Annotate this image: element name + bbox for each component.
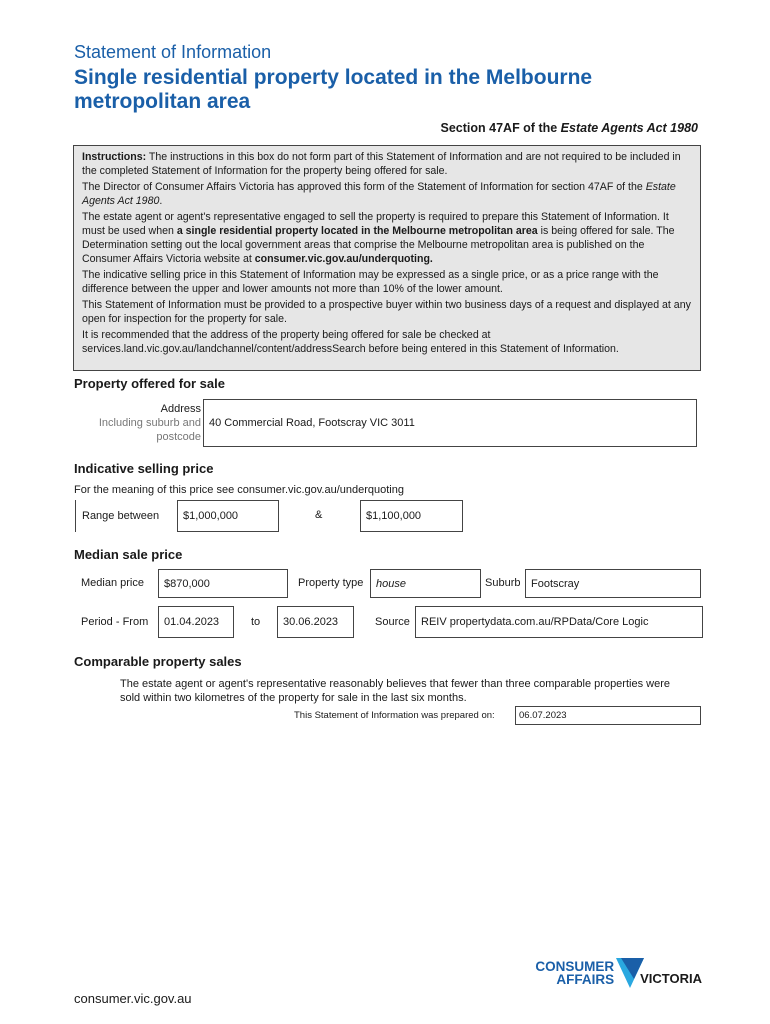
- period-from-field[interactable]: 01.04.2023: [158, 606, 234, 638]
- suburb-label: Suburb: [485, 577, 521, 589]
- instructions-heading: Instructions:: [82, 151, 147, 163]
- cav-logo-line2: AFFAIRS: [556, 972, 615, 987]
- range-high-field[interactable]: $1,100,000: [360, 500, 463, 532]
- range-left-rule: [75, 500, 76, 532]
- section-act: Estate Agents Act 1980: [560, 121, 698, 135]
- period-to-field[interactable]: 30.06.2023: [277, 606, 354, 638]
- instructions-text-2-end: .: [159, 195, 163, 208]
- period-label: Period - From: [81, 616, 149, 628]
- prepared-date-field[interactable]: 06.07.2023: [515, 706, 701, 725]
- cav-logo-victoria: VICTORIA: [640, 970, 702, 986]
- instructions-para-4: The indicative selling price in this Statement of Information may be expressed as a single price, or as a price range with the difference between the upper and lower amounts not more than 10% of the lower amount.: [82, 269, 659, 296]
- instructions-para-3: [82, 210, 692, 267]
- indicative-heading: Indicative selling price: [74, 461, 214, 476]
- prepared-label: This Statement of Information was prepared on:: [294, 710, 495, 721]
- instructions-para-6: It is recommended that the address of the property being offered for sale be checked at services.land.vic.gov.au/landchannel/content/addressSearch before being entered in this Statement of Information.: [82, 328, 619, 356]
- instructions-text-2: The Director of Consumer Affairs Victoria has approved this form of the Statement of Information for section 47AF of the: [82, 180, 646, 193]
- suburb-field[interactable]: Footscray: [525, 569, 701, 598]
- range-low-field[interactable]: $1,000,000: [177, 500, 279, 532]
- instructions-text-3a: The estate agent or agent's representative engaged to sell the property is required to prepare this Statement of Information. It must be used when: [82, 210, 669, 238]
- range-ampersand: &: [315, 509, 323, 521]
- comparable-text: The estate agent or agent's representative reasonably believes that fewer than three comparable properties were sold within two kilometres of the property for sale in the last six months.: [120, 678, 670, 704]
- period-to-label: to: [251, 616, 261, 628]
- median-price-field[interactable]: $870,000: [158, 569, 288, 598]
- address-label-line3: postcode: [156, 431, 201, 443]
- footer-url[interactable]: consumer.vic.gov.au: [74, 991, 192, 1006]
- property-type-label: Property type: [298, 577, 364, 589]
- instructions-para-5: This Statement of Information must be provided to a prospective buyer within two business days of a request and displayed at any open for inspection for the property for sale.: [82, 299, 691, 326]
- section-reference: [441, 121, 698, 135]
- range-label: Range between: [82, 510, 160, 522]
- source-label: Source: [375, 616, 410, 628]
- address-field[interactable]: 40 Commercial Road, Footscray VIC 3011: [203, 399, 697, 447]
- instructions-text-1: The instructions in this box do not form part of this Statement of Information and are not required to be included in the completed Statement of Information for the property being offered for sale.: [82, 151, 681, 178]
- form-title: Single residential property located in the Melbourne metropolitan area: [74, 66, 593, 113]
- section-prefix: Section 47AF of the: [440, 121, 561, 135]
- source-field[interactable]: REIV propertydata.com.au/RPData/Core Logic: [415, 606, 703, 638]
- address-label: [80, 402, 201, 444]
- instructions-para-1: [82, 150, 692, 178]
- instructions-box: [73, 145, 701, 371]
- median-price-label: Median price: [81, 577, 144, 589]
- indicative-note: For the meaning of this price see consumer.vic.gov.au/underquoting: [74, 484, 404, 496]
- instructions-act-italic: Estate Agents Act 1980: [82, 180, 676, 208]
- property-type-field[interactable]: house: [370, 569, 481, 598]
- instructions-text-3b: is being offered for sale. The Determination setting out the local government areas that comprise the Melbourne metropolitan area is published on the Consumer Affairs Victoria website at: [82, 225, 675, 266]
- median-heading: Median sale price: [74, 547, 183, 562]
- cav-logo-line1: CONSUMER: [535, 959, 615, 974]
- cav-logo: [535, 958, 702, 988]
- address-label-line1: Address: [160, 403, 201, 415]
- instructions-text-3-bold: a single residential property located in the Melbourne metropolitan area: [176, 225, 538, 238]
- form-subtitle: Statement of Information: [74, 42, 272, 62]
- instructions-para-2: [82, 180, 692, 208]
- underquoting-link[interactable]: consumer.vic.gov.au/underquoting.: [254, 253, 433, 266]
- comparable-heading: Comparable property sales: [74, 654, 242, 669]
- address-label-line2: Including suburb and: [98, 417, 201, 429]
- property-heading: Property offered for sale: [74, 376, 225, 391]
- cav-logo-text: [535, 960, 614, 986]
